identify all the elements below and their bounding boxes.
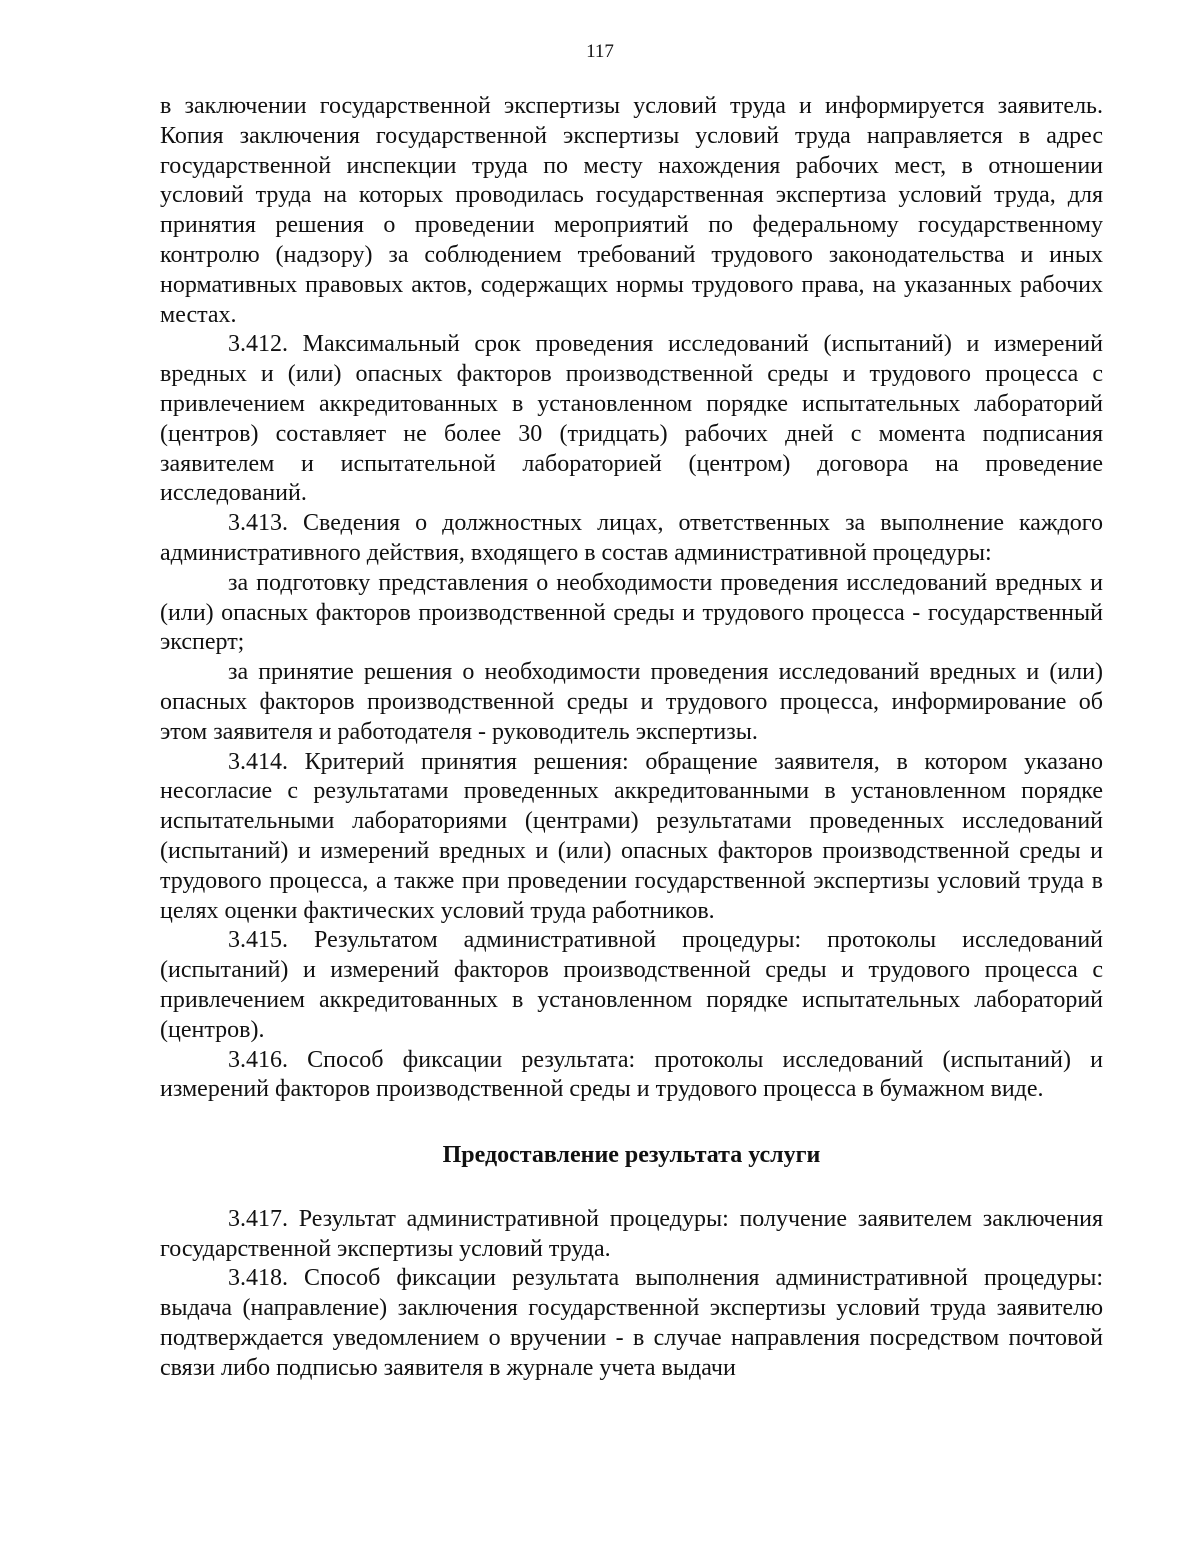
paragraph-responsible-preparation: за подготовку представления о необходимости проведения исследований вредных и (или) опасных факторов производственной среды и трудового процесса - государственный эксперт;	[160, 569, 1103, 656]
paragraph-3-414: 3.414. Критерий принятия решения: обращение заявителя, в котором указано несогласие с результатами проведенных аккредитованными в установленном порядке испытательными лабораториями (центрами) результатами проведенных исследований (испытаний) и измерений вредных и (или) опасных факторов производственной среды и трудового процесса, а также при проведении государственной экспертизы условий труда в целях оценки фактических условий труда работников.	[160, 748, 1103, 924]
document-body	[160, 92, 1103, 1384]
paragraph-3-412: 3.412. Максимальный срок проведения исследований (испытаний) и измерений вредных и (или) опасных факторов производственной среды и трудового процесса с привлечением аккредитованных в установленном порядке испытательных лабораторий (центров) составляет не более 30 (тридцать) рабочих дней с момента подписания заявителем и испытательной лабораторией (центром) договора на проведение исследований.	[160, 331, 1103, 507]
paragraph-3-417: 3.417. Результат административной процедуры: получение заявителем заключения государственной экспертизы условий труда.	[160, 1205, 1103, 1262]
paragraph-3-418: 3.418. Способ фиксации результата выполнения административной процедуры: выдача (направление) заключения государственной экспертизы условий труда заявителю подтверждается уведомлением о вручении - в случае направления посредством почтовой связи либо подписью заявителя в журнале учета выдачи	[160, 1265, 1103, 1381]
paragraph-3-415: 3.415. Результатом административной процедуры: протоколы исследований (испытаний) и измерений факторов производственной среды и трудового процесса с привлечением аккредитованных в установленном порядке испытательных лабораторий (центров).	[160, 927, 1103, 1043]
page-number: 117	[586, 41, 614, 62]
paragraph-3-413: 3.413. Сведения о должностных лицах, ответственных за выполнение каждого административного действия, входящего в состав административной процедуры:	[160, 510, 1103, 566]
paragraph-responsible-decision: за принятие решения о необходимости проведения исследований вредных и (или) опасных факторов производственной среды и трудового процесса, информирование об этом заявителя и работодателя - руководитель экспертизы.	[160, 659, 1103, 745]
section-heading: Предоставление результата услуги	[442, 1142, 821, 1169]
paragraph-continuation: в заключении государственной экспертизы условий труда и информируется заявитель. Копия заключения государственной экспертизы условий труда направляется в адрес государственной инспекции труда по месту нахождения рабочих мест, в отношении условий труда на которых проводилась государственная экспертиза условий труда, для принятия решения о проведении мероприятий по федеральному государственному контролю (надзору) за соблюдением требований трудового законодательства и иных нормативных правовых актов, содержащих нормы трудового права, на указанных рабочих местах.	[160, 93, 1103, 328]
paragraph-3-416: 3.416. Способ фиксации результата: протоколы исследований (испытаний) и измерений факторов производственной среды и трудового процесса в бумажном виде.	[160, 1046, 1103, 1103]
